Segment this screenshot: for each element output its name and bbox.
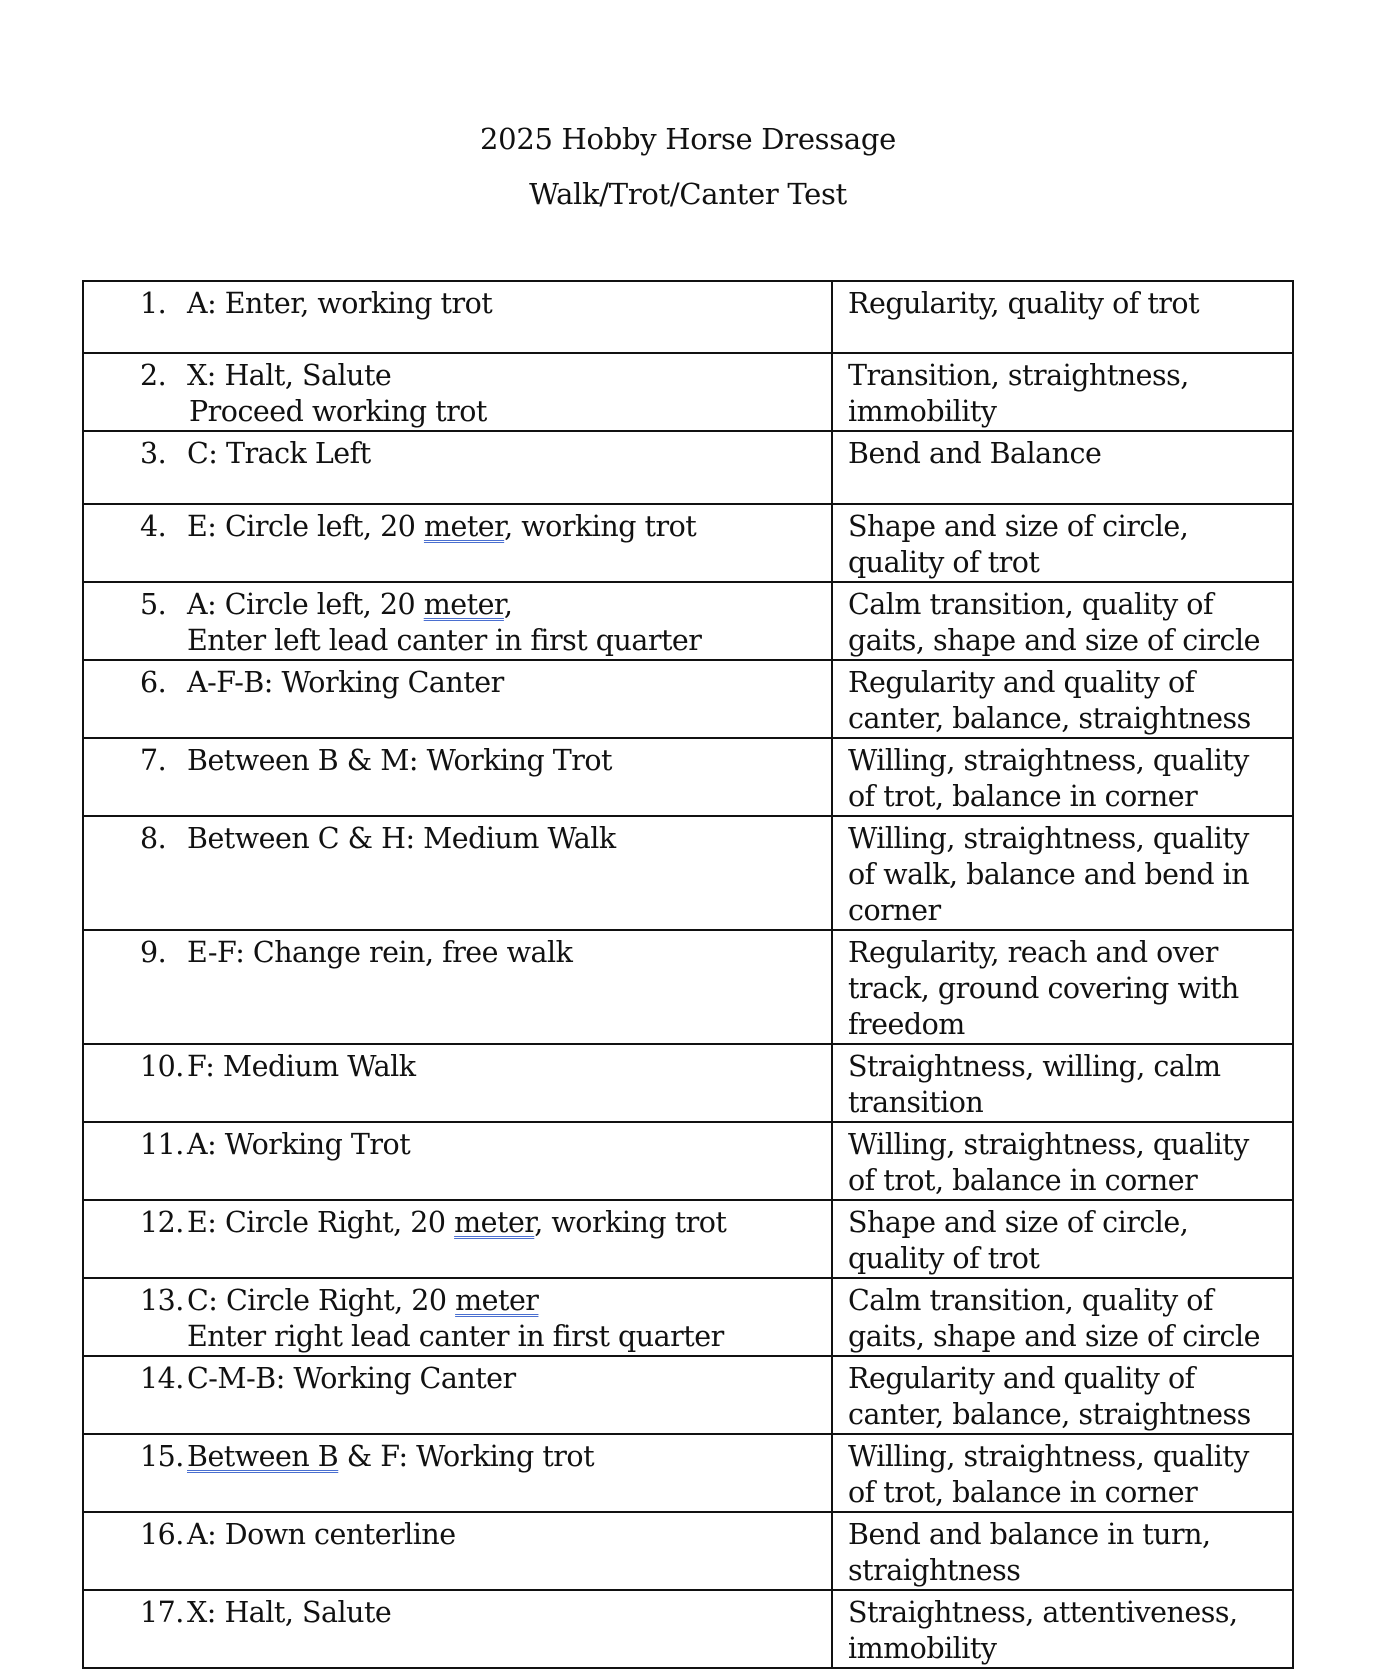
criteria-cell: Regularity and quality of canter, balance, straightness [832, 660, 1293, 738]
movement-text-start: E-F: Change rein, free walk [187, 936, 573, 969]
table-row [83, 1122, 1293, 1200]
movement-text-start: C-M-B: Working Canter [187, 1362, 516, 1395]
movement-text-start: A: Down centerline [187, 1518, 456, 1551]
page-subtitle: Walk/Trot/Canter Test [529, 177, 847, 211]
movement-text-start: X: Halt, Salute [187, 359, 392, 392]
criteria-cell: Regularity and quality of canter, balance, straightness [832, 1356, 1293, 1434]
movement-cell [83, 1356, 832, 1434]
table-row [83, 1590, 1293, 1668]
criteria-cell: Willing, straightness, quality of trot, balance in corner [832, 1122, 1293, 1200]
movement-number: 6. [140, 666, 167, 699]
table-row [83, 738, 1293, 816]
movement-text [187, 509, 823, 545]
spellcheck-underlined-word: meter [454, 1206, 535, 1239]
table-row [83, 1200, 1293, 1278]
spellcheck-underlined-word: Between B [187, 1440, 339, 1473]
movement-text-start: E: Circle left, 20 [187, 510, 424, 543]
table-row [83, 816, 1293, 930]
movement-cell [83, 431, 832, 504]
movement-text [187, 1595, 823, 1631]
movement-number: 17. [140, 1596, 184, 1629]
movement-number: 15. [140, 1440, 184, 1473]
movement-number: 2. [140, 359, 167, 392]
page-title: 2025 Hobby Horse Dressage [480, 122, 896, 156]
table-row [83, 930, 1293, 1044]
movement-cell [83, 1512, 832, 1590]
movement-text [187, 286, 823, 322]
movement-text-start: Between B & M: Working Trot [187, 744, 613, 777]
movement-number: 16. [140, 1518, 184, 1551]
criteria-cell: Shape and size of circle, quality of trot [832, 1200, 1293, 1278]
movement-text-start: C: Circle Right, 20 [187, 1284, 456, 1317]
movement-text [187, 1049, 823, 1085]
criteria-cell: Calm transition, quality of gaits, shape and size of circle [832, 582, 1293, 660]
criteria-cell: Bend and balance in turn, straightness [832, 1512, 1293, 1590]
movement-cell [83, 504, 832, 582]
movement-text-end: , [503, 588, 513, 621]
movement-second-line: Proceed working trot [189, 395, 487, 428]
movement-cell [83, 582, 832, 660]
table-row [83, 1434, 1293, 1512]
movement-number: 3. [140, 437, 167, 470]
movement-text [187, 665, 823, 701]
movement-cell [83, 1434, 832, 1512]
movement-text [187, 1127, 823, 1163]
criteria-cell: Transition, straightness, immobility [832, 353, 1293, 431]
movement-text-end: & F: Working trot [338, 1440, 595, 1473]
criteria-cell: Bend and Balance [832, 431, 1293, 504]
movement-text-start: A-F-B: Working Canter [187, 666, 504, 699]
table-row [83, 1044, 1293, 1122]
movement-cell [83, 353, 832, 431]
movement-text-start: X: Halt, Salute [187, 1596, 392, 1629]
movement-number: 4. [140, 510, 167, 543]
criteria-cell: Willing, straightness, quality of trot, balance in corner [832, 1434, 1293, 1512]
criteria-cell: Calm transition, quality of gaits, shape and size of circle [832, 1278, 1293, 1356]
movement-text-start: C: Track Left [187, 437, 371, 470]
criteria-cell: Regularity, reach and over track, ground covering with freedom [832, 930, 1293, 1044]
table-row [83, 1356, 1293, 1434]
movement-text [187, 1517, 823, 1553]
spellcheck-underlined-word: meter [423, 588, 504, 621]
movement-cell [83, 1044, 832, 1122]
movement-text [187, 743, 823, 779]
movement-number: 5. [140, 588, 167, 621]
movement-text-end: , working trot [504, 510, 697, 543]
spellcheck-underlined-word: meter [455, 1284, 539, 1317]
movement-cell [83, 660, 832, 738]
criteria-cell: Willing, straightness, quality of trot, balance in corner [832, 738, 1293, 816]
table-row [83, 353, 1293, 431]
movement-cell [83, 738, 832, 816]
movement-cell [83, 281, 832, 353]
movement-text [187, 935, 823, 971]
criteria-cell: Straightness, attentiveness, immobility [832, 1590, 1293, 1668]
spellcheck-underlined-word: meter [423, 510, 505, 543]
movement-text-start: E: Circle Right, 20 [187, 1206, 455, 1239]
movement-number: 10. [140, 1050, 184, 1083]
table-row [83, 431, 1293, 504]
movement-cell [83, 1590, 832, 1668]
movement-number: 9. [140, 936, 167, 969]
table-row [83, 660, 1293, 738]
movement-text [187, 821, 823, 857]
movement-number: 13. [140, 1284, 184, 1317]
movement-text-start: A: Circle left, 20 [187, 588, 424, 621]
table-row [83, 504, 1293, 582]
movement-second-line: Enter right lead canter in first quarter [187, 1320, 724, 1353]
table-row [83, 281, 1293, 353]
movement-number: 14. [140, 1362, 184, 1395]
movement-text [187, 358, 823, 430]
movement-cell [83, 1122, 832, 1200]
movement-text-start: A: Working Trot [187, 1128, 411, 1161]
movement-text [187, 1361, 823, 1397]
table-row [83, 1278, 1293, 1356]
movement-text-start: Between C & H: Medium Walk [187, 822, 616, 855]
criteria-cell: Regularity, quality of trot [832, 281, 1293, 353]
movement-cell [83, 1200, 832, 1278]
movement-number: 8. [140, 822, 167, 855]
movement-text [187, 436, 823, 472]
movement-cell [83, 816, 832, 930]
test-table [82, 280, 1294, 1669]
criteria-cell: Straightness, willing, calm transition [832, 1044, 1293, 1122]
movement-second-line: Enter left lead canter in first quarter [187, 624, 702, 657]
movement-text [187, 1283, 823, 1355]
movement-cell [83, 1278, 832, 1356]
table-row [83, 1512, 1293, 1590]
movement-number: 12. [140, 1206, 184, 1239]
movement-number: 11. [140, 1128, 184, 1161]
movement-text-end: , working trot [534, 1206, 727, 1239]
movement-number: 1. [140, 287, 167, 320]
movement-text [187, 1439, 823, 1475]
movement-number: 7. [140, 744, 167, 777]
criteria-cell: Shape and size of circle, quality of trot [832, 504, 1293, 582]
movement-cell [83, 930, 832, 1044]
movement-text-start: F: Medium Walk [187, 1050, 416, 1083]
criteria-cell: Willing, straightness, quality of walk, balance and bend in corner [832, 816, 1293, 930]
movement-text-start: A: Enter, working trot [187, 287, 493, 320]
movement-text [187, 1205, 823, 1241]
table-row [83, 582, 1293, 660]
movement-text [187, 587, 823, 659]
